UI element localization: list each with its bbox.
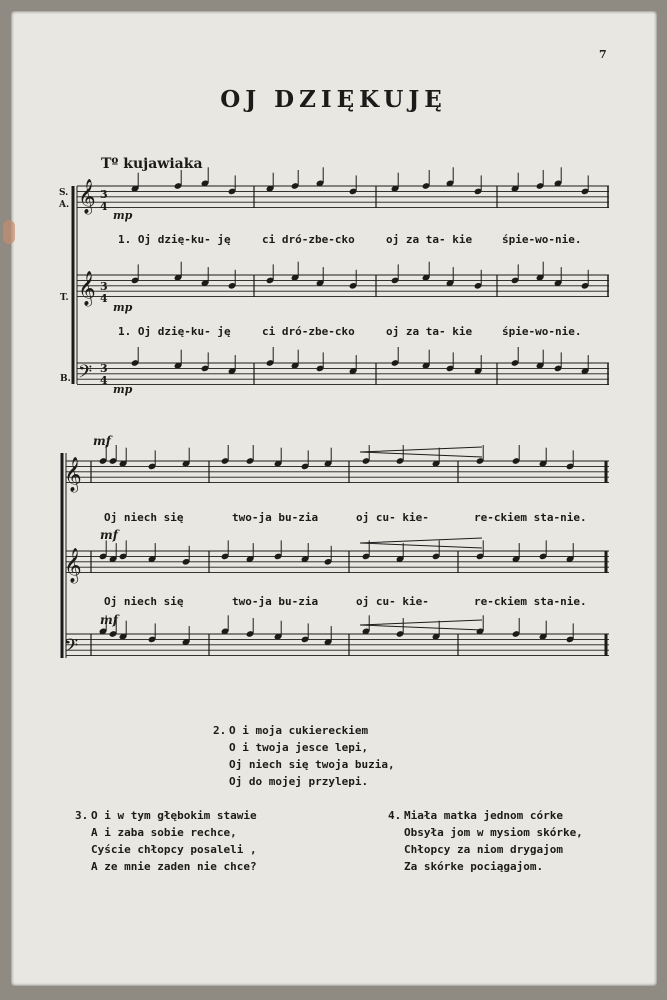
dynamic-mp: mp	[113, 209, 133, 222]
verse-line: Miała matka jednom córke	[404, 809, 563, 822]
verse-line: O i twoja jesce lepi,	[229, 741, 369, 754]
verse-line: Chłopcy za niom drygajom	[404, 843, 563, 856]
lyrics-sa-m3: oj za ta- kie	[386, 233, 473, 246]
page-number: 7	[599, 48, 607, 61]
lyrics-t-m1: 1. Oj dzię-ku- ję	[118, 325, 231, 338]
staff-middle	[66, 551, 609, 573]
verse-line: A i zaba sobie rechce,	[91, 826, 237, 839]
verse-line: O i w tym głębokim stawie	[91, 809, 257, 822]
time-signature-top: 3	[100, 188, 108, 201]
staff-b	[77, 363, 609, 385]
lyrics-sa-m1: 1. Oj dzię-ku- ję	[118, 233, 231, 246]
song-title: OJ DZIĘKUJĘ	[220, 86, 447, 113]
bass-clef-icon: 𝄢	[78, 362, 93, 387]
verse-number: 3.	[75, 809, 89, 822]
staff-sa	[77, 186, 609, 208]
verse-line: Obsyła jom w mysiom skórke,	[404, 826, 583, 839]
treble-clef-icon: 𝄞	[64, 457, 82, 492]
music-system-1	[0, 0, 667, 400]
lyrics-t-m3: oj za ta- kie	[386, 325, 473, 338]
verse-2	[213, 722, 395, 790]
lyrics-sa-m4: śpie-wo-nie.	[502, 233, 582, 246]
verse-number: 2.	[213, 724, 227, 737]
bass-clef-icon: 𝄢	[64, 636, 79, 661]
time-signature-top: 3	[100, 280, 108, 293]
dynamic-mf: mf	[100, 613, 118, 627]
verse-line: Oj niech się twoja buzia,	[229, 758, 395, 771]
verse-line: O i moja cukiereckiem	[229, 724, 369, 737]
dynamic-mp: mp	[113, 301, 133, 314]
lyrics-s2b-m4: re-ckiem sta-nie.	[474, 595, 587, 608]
voice-label-s: S.	[59, 188, 69, 198]
music-system-2	[0, 400, 667, 680]
lyrics-sa-m2: ci dró-zbe-cko	[262, 233, 355, 246]
verse-line: A ze mnie zaden nie chce?	[91, 860, 257, 873]
time-signature-top: 3	[100, 362, 108, 375]
lyrics-t-m4: śpie-wo-nie.	[502, 325, 582, 338]
treble-clef-icon: 𝄞	[78, 179, 96, 214]
treble-clef-icon: 𝄞	[64, 548, 82, 583]
verse-line: Cyście chłopcy posaleli ,	[91, 843, 257, 856]
lyrics-s2a-m1: Oj niech się	[104, 511, 184, 524]
dynamic-mf: mf	[100, 528, 118, 542]
lyrics-s2a-m3: oj cu- kie-	[356, 511, 429, 524]
voice-label-t: T.	[60, 293, 69, 303]
tempo-marking: Tº kujawiaka	[101, 156, 203, 172]
lyrics-s2a-m4: re-ckiem sta-nie.	[474, 511, 587, 524]
staff-upper	[66, 461, 609, 483]
voice-label-b: B.	[60, 374, 71, 384]
treble-clef-icon: 𝄞	[78, 271, 96, 306]
dynamic-mp: mp	[113, 383, 133, 396]
lyrics-s2b-m2: two-ja bu-zia	[232, 595, 319, 608]
staff-t	[77, 275, 609, 297]
verse-4	[388, 807, 583, 875]
verse-3	[75, 807, 257, 875]
staff-lower	[66, 634, 609, 656]
voice-label-a: A.	[59, 200, 70, 210]
verse-line: Za skórke pociągajom.	[404, 860, 544, 873]
verse-number: 4.	[388, 809, 402, 822]
time-signature-bottom: 4	[100, 200, 108, 213]
time-signature-bottom: 4	[100, 292, 108, 305]
lyrics-t-m2: ci dró-zbe-cko	[262, 325, 355, 338]
verse-line: Oj do mojej przylepi.	[229, 775, 369, 788]
lyrics-s2b-m3: oj cu- kie-	[356, 595, 429, 608]
lyrics-s2a-m2: two-ja bu-zia	[232, 511, 319, 524]
dynamic-mf: mf	[93, 434, 111, 448]
lyrics-s2b-m1: Oj niech się	[104, 595, 184, 608]
time-signature-bottom: 4	[100, 374, 108, 387]
